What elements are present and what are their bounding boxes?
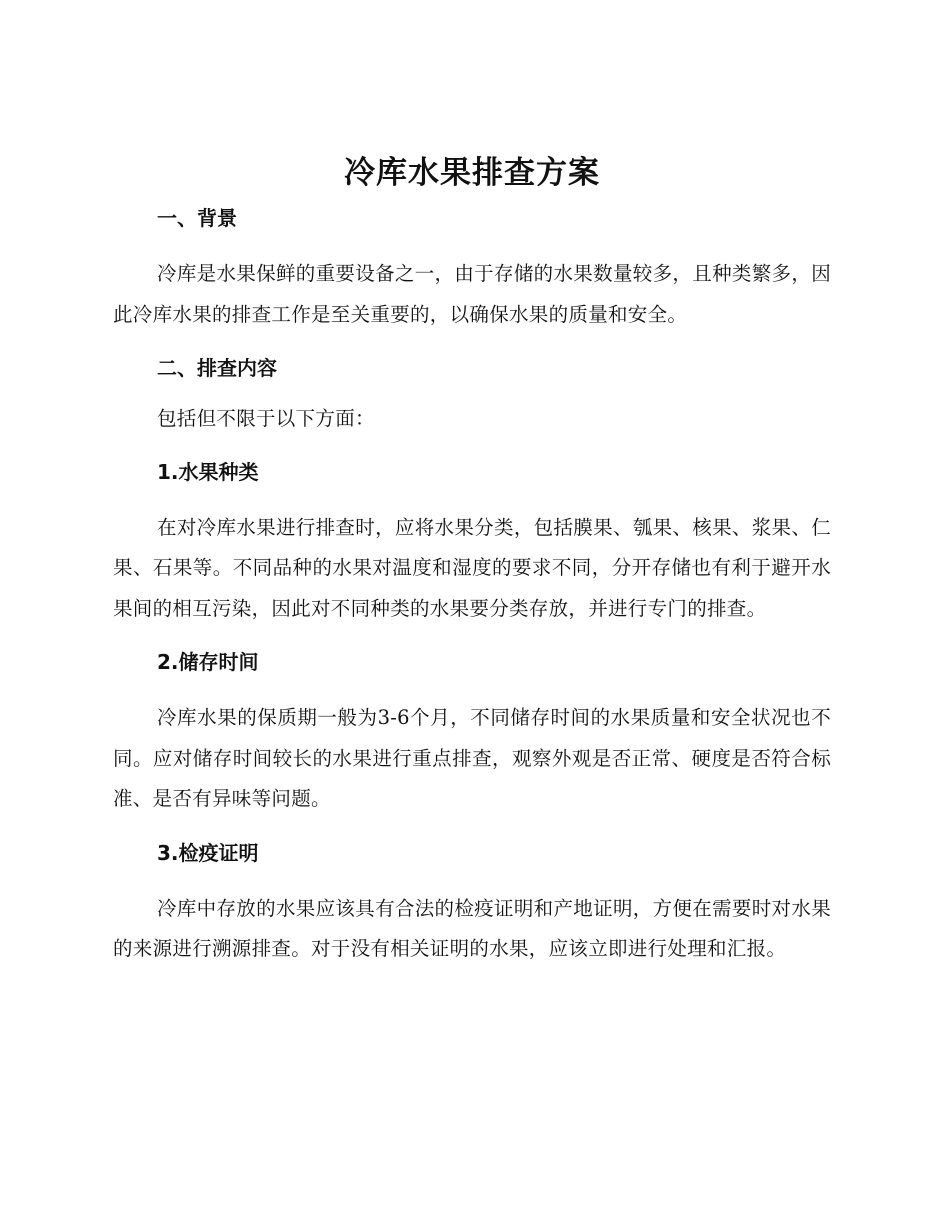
section-heading-content: 二、排查内容 xyxy=(157,356,277,380)
paragraph-fruit-types: 在对冷库水果进行排查时，应将水果分类，包括膜果、瓠果、核果、浆果、仁果、石果等。不同品种的水果对温度和湿度的要求不同，分开存储也有利于避开水果间的相互污染，因此对不同种类的水果要分类存放，并进行专门的排查。 xyxy=(113,515,831,620)
section-heading-fruit-types: 1.水果种类 xyxy=(157,459,259,484)
paragraph-content-intro: 包括但不限于以下方面： xyxy=(157,407,375,430)
paragraph-storage-time: 冷库水果的保质期一般为3-6个月，不同储存时间的水果质量和安全状况也不同。应对储存时间较长的水果进行重点排查，观察外观是否正常、硬度是否符合标准、是否有异味等问题。 xyxy=(113,706,831,810)
document-title: 冷库水果排查方案 xyxy=(344,155,600,191)
section-heading-background: 一、背景 xyxy=(157,206,237,230)
section-heading-quarantine: 3.检疫证明 xyxy=(157,840,259,865)
document-page xyxy=(113,148,831,970)
paragraph-quarantine: 冷库中存放的水果应该具有合法的检疫证明和产地证明，方便在需要时对水果的来源进行溯源排查。对于没有相关证明的水果，应该立即进行处理和汇报。 xyxy=(113,896,831,960)
paragraph-background: 冷库是水果保鲜的重要设备之一，由于存储的水果数量较多，且种类繁多，因此冷库水果的排查工作是至关重要的，以确保水果的质量和安全。 xyxy=(113,262,831,326)
section-heading-storage-time: 2.储存时间 xyxy=(157,650,259,674)
